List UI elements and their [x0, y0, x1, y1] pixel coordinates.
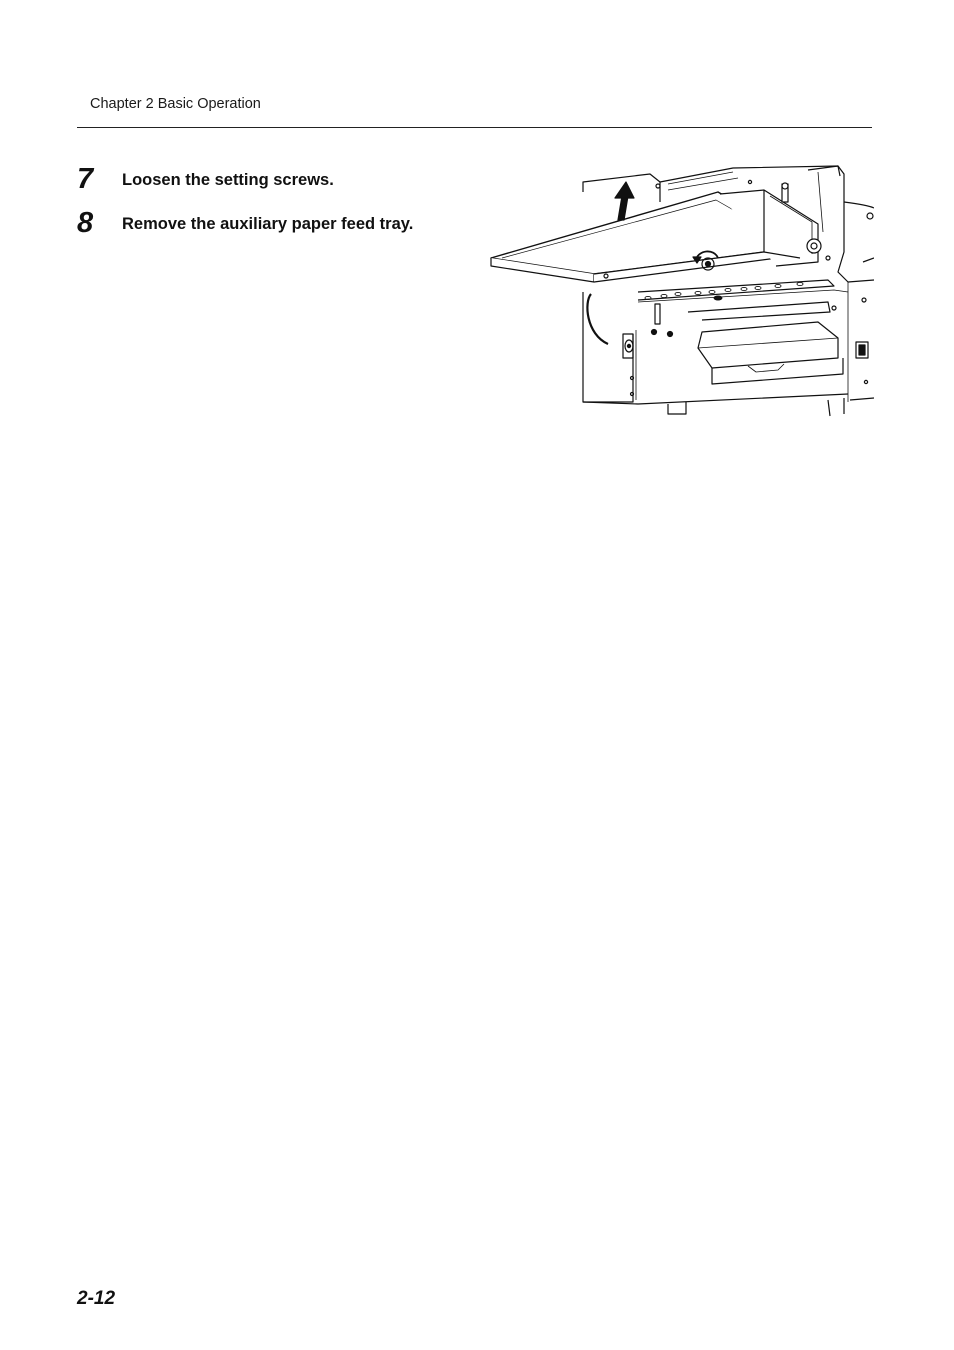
step-number: 8: [77, 207, 94, 239]
step-number: 7: [77, 163, 94, 195]
chapter-title: Chapter 2 Basic Operation: [90, 96, 261, 112]
step-text: Loosen the setting screws.: [122, 171, 334, 189]
page-number: 2-12: [77, 1288, 116, 1309]
step-text: Remove the auxiliary paper feed tray.: [122, 215, 414, 233]
tray-removal-illustration: [488, 162, 874, 420]
header-divider: [77, 127, 872, 128]
